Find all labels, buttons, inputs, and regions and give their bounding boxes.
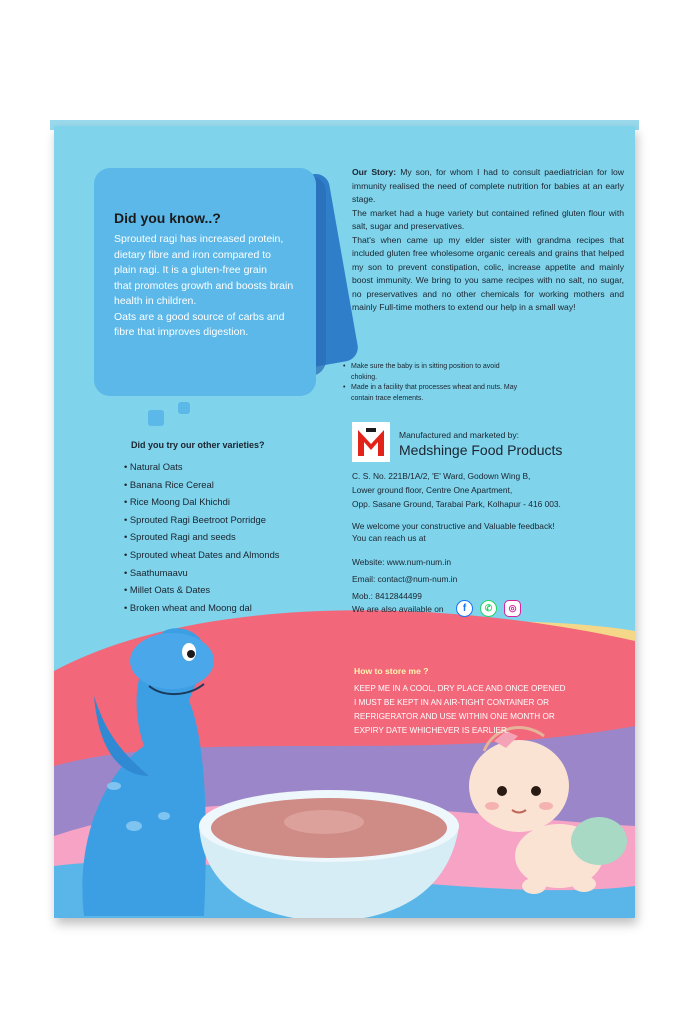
manufacturer-name: Medshinge Food Products bbox=[399, 442, 563, 458]
email-text: Email: contact@num-num.in bbox=[352, 574, 458, 584]
facebook-icon: f bbox=[456, 600, 473, 617]
feedback-text bbox=[352, 520, 632, 544]
did-you-know-line: health in children. bbox=[114, 295, 197, 307]
contact-details bbox=[352, 554, 632, 605]
storage-line: EXPIRY DATE WHICHEVER IS EARLIER. bbox=[354, 726, 510, 735]
safety-note: • Made in a facility that processes wheat and nuts. May contain trace elements. bbox=[341, 383, 521, 404]
safety-notes bbox=[341, 362, 521, 404]
address-line: Lower ground floor, Centre One Apartment, bbox=[352, 485, 513, 495]
our-story-text bbox=[352, 166, 624, 315]
varieties-list bbox=[124, 458, 324, 616]
website-text: Website: www.num-num.in bbox=[352, 557, 451, 567]
medshinge-logo bbox=[352, 422, 390, 462]
story-paragraph-2: The market had a huge variety but contained refined gluten flour with salt, sugar and preservatives. bbox=[352, 207, 624, 231]
storage-title: How to store me ? bbox=[354, 666, 429, 676]
did-you-know-line: dietary fibre and iron compared to bbox=[114, 248, 272, 261]
feedback-line: We welcome your constructive and Valuable feedback! bbox=[352, 521, 555, 531]
story-paragraph-1 bbox=[352, 166, 624, 207]
variety-item: • Sprouted Ragi Beetroot Porridge bbox=[124, 513, 266, 525]
variety-item: • Saathumaavu bbox=[124, 566, 188, 578]
social-label: We are also available on bbox=[352, 604, 444, 614]
variety-item: • Broken wheat and Moong dal bbox=[124, 601, 252, 613]
variety-item: • Banana Rice Cereal bbox=[124, 478, 214, 490]
variety-item: • Rice Moong Dal Khichdi bbox=[124, 496, 230, 508]
did-you-know-line: that promotes growth and boosts brain bbox=[114, 279, 294, 292]
variety-item: • Sprouted Ragi and seeds bbox=[124, 531, 236, 543]
story-label: Our Story: bbox=[352, 167, 397, 177]
did-you-know-title: Did you know..? bbox=[114, 210, 221, 226]
varieties-title: Did you try our other varieties? bbox=[131, 440, 265, 450]
product-box-back bbox=[54, 126, 635, 918]
variety-item: • Sprouted wheat Dates and Almonds bbox=[124, 548, 280, 560]
story-paragraph-3: That's when came up my elder sister with grandma recipes that included gluten free wholesome organic cereals and grains that helped my son to prevent constipation, colic, increase appetite and mainly boost immunity. We bring to you same recipes with no salt, no sugar, no preservatives and no other chemicals for working mothers and mainly Full-time mothers to extend our help in a small way! bbox=[352, 234, 624, 312]
address-line: Opp. Sasane Ground, Tarabai Park, Kolhapur - 416 003. bbox=[352, 499, 561, 509]
variety-item: • Natural Oats bbox=[124, 461, 183, 472]
did-you-know-line: fibre that improves digestion. bbox=[114, 326, 249, 338]
story-p1: My son, for whom I had to consult paediatrician for low immunity realised the need of complete nutrition for babies at an early stage. bbox=[352, 167, 624, 204]
safety-note: • Make sure the baby is in sitting position to avoid choking. bbox=[341, 362, 521, 383]
did-you-know-line: plain ragi. It is a gluten-free grain bbox=[114, 264, 267, 276]
variety-item: • Millet Oats & Dates bbox=[124, 584, 211, 596]
did-you-know-line: Sprouted ragi has increased protein, bbox=[114, 233, 284, 245]
storage-instructions bbox=[354, 682, 584, 738]
instagram-icon: ◎ bbox=[504, 600, 521, 617]
whatsapp-icon: ✆ bbox=[480, 600, 497, 617]
bubble-dot-small bbox=[178, 402, 190, 414]
manufacturer-address bbox=[352, 469, 632, 511]
did-you-know-line: Oats are a good source of carbs and bbox=[114, 310, 285, 323]
manufacturer-label: Manufactured and marketed by: bbox=[399, 430, 520, 440]
feedback-line: You can reach us at bbox=[352, 533, 426, 543]
storage-line: KEEP ME IN A COOL, DRY PLACE AND ONCE OPENED bbox=[354, 684, 566, 693]
did-you-know-text bbox=[114, 232, 324, 341]
storage-line: I MUST BE KEPT IN AN AIR-TIGHT CONTAINER OR bbox=[354, 698, 550, 707]
bubble-dot-large bbox=[148, 410, 164, 426]
mobile-text: Mob.: 8412844499 bbox=[352, 591, 422, 601]
address-line: C. S. No. 221B/1A/2, 'E' Ward, Godown Wing B, bbox=[352, 471, 531, 481]
storage-line: REFRIGERATOR AND USE WITHIN ONE MONTH OR bbox=[354, 712, 555, 721]
